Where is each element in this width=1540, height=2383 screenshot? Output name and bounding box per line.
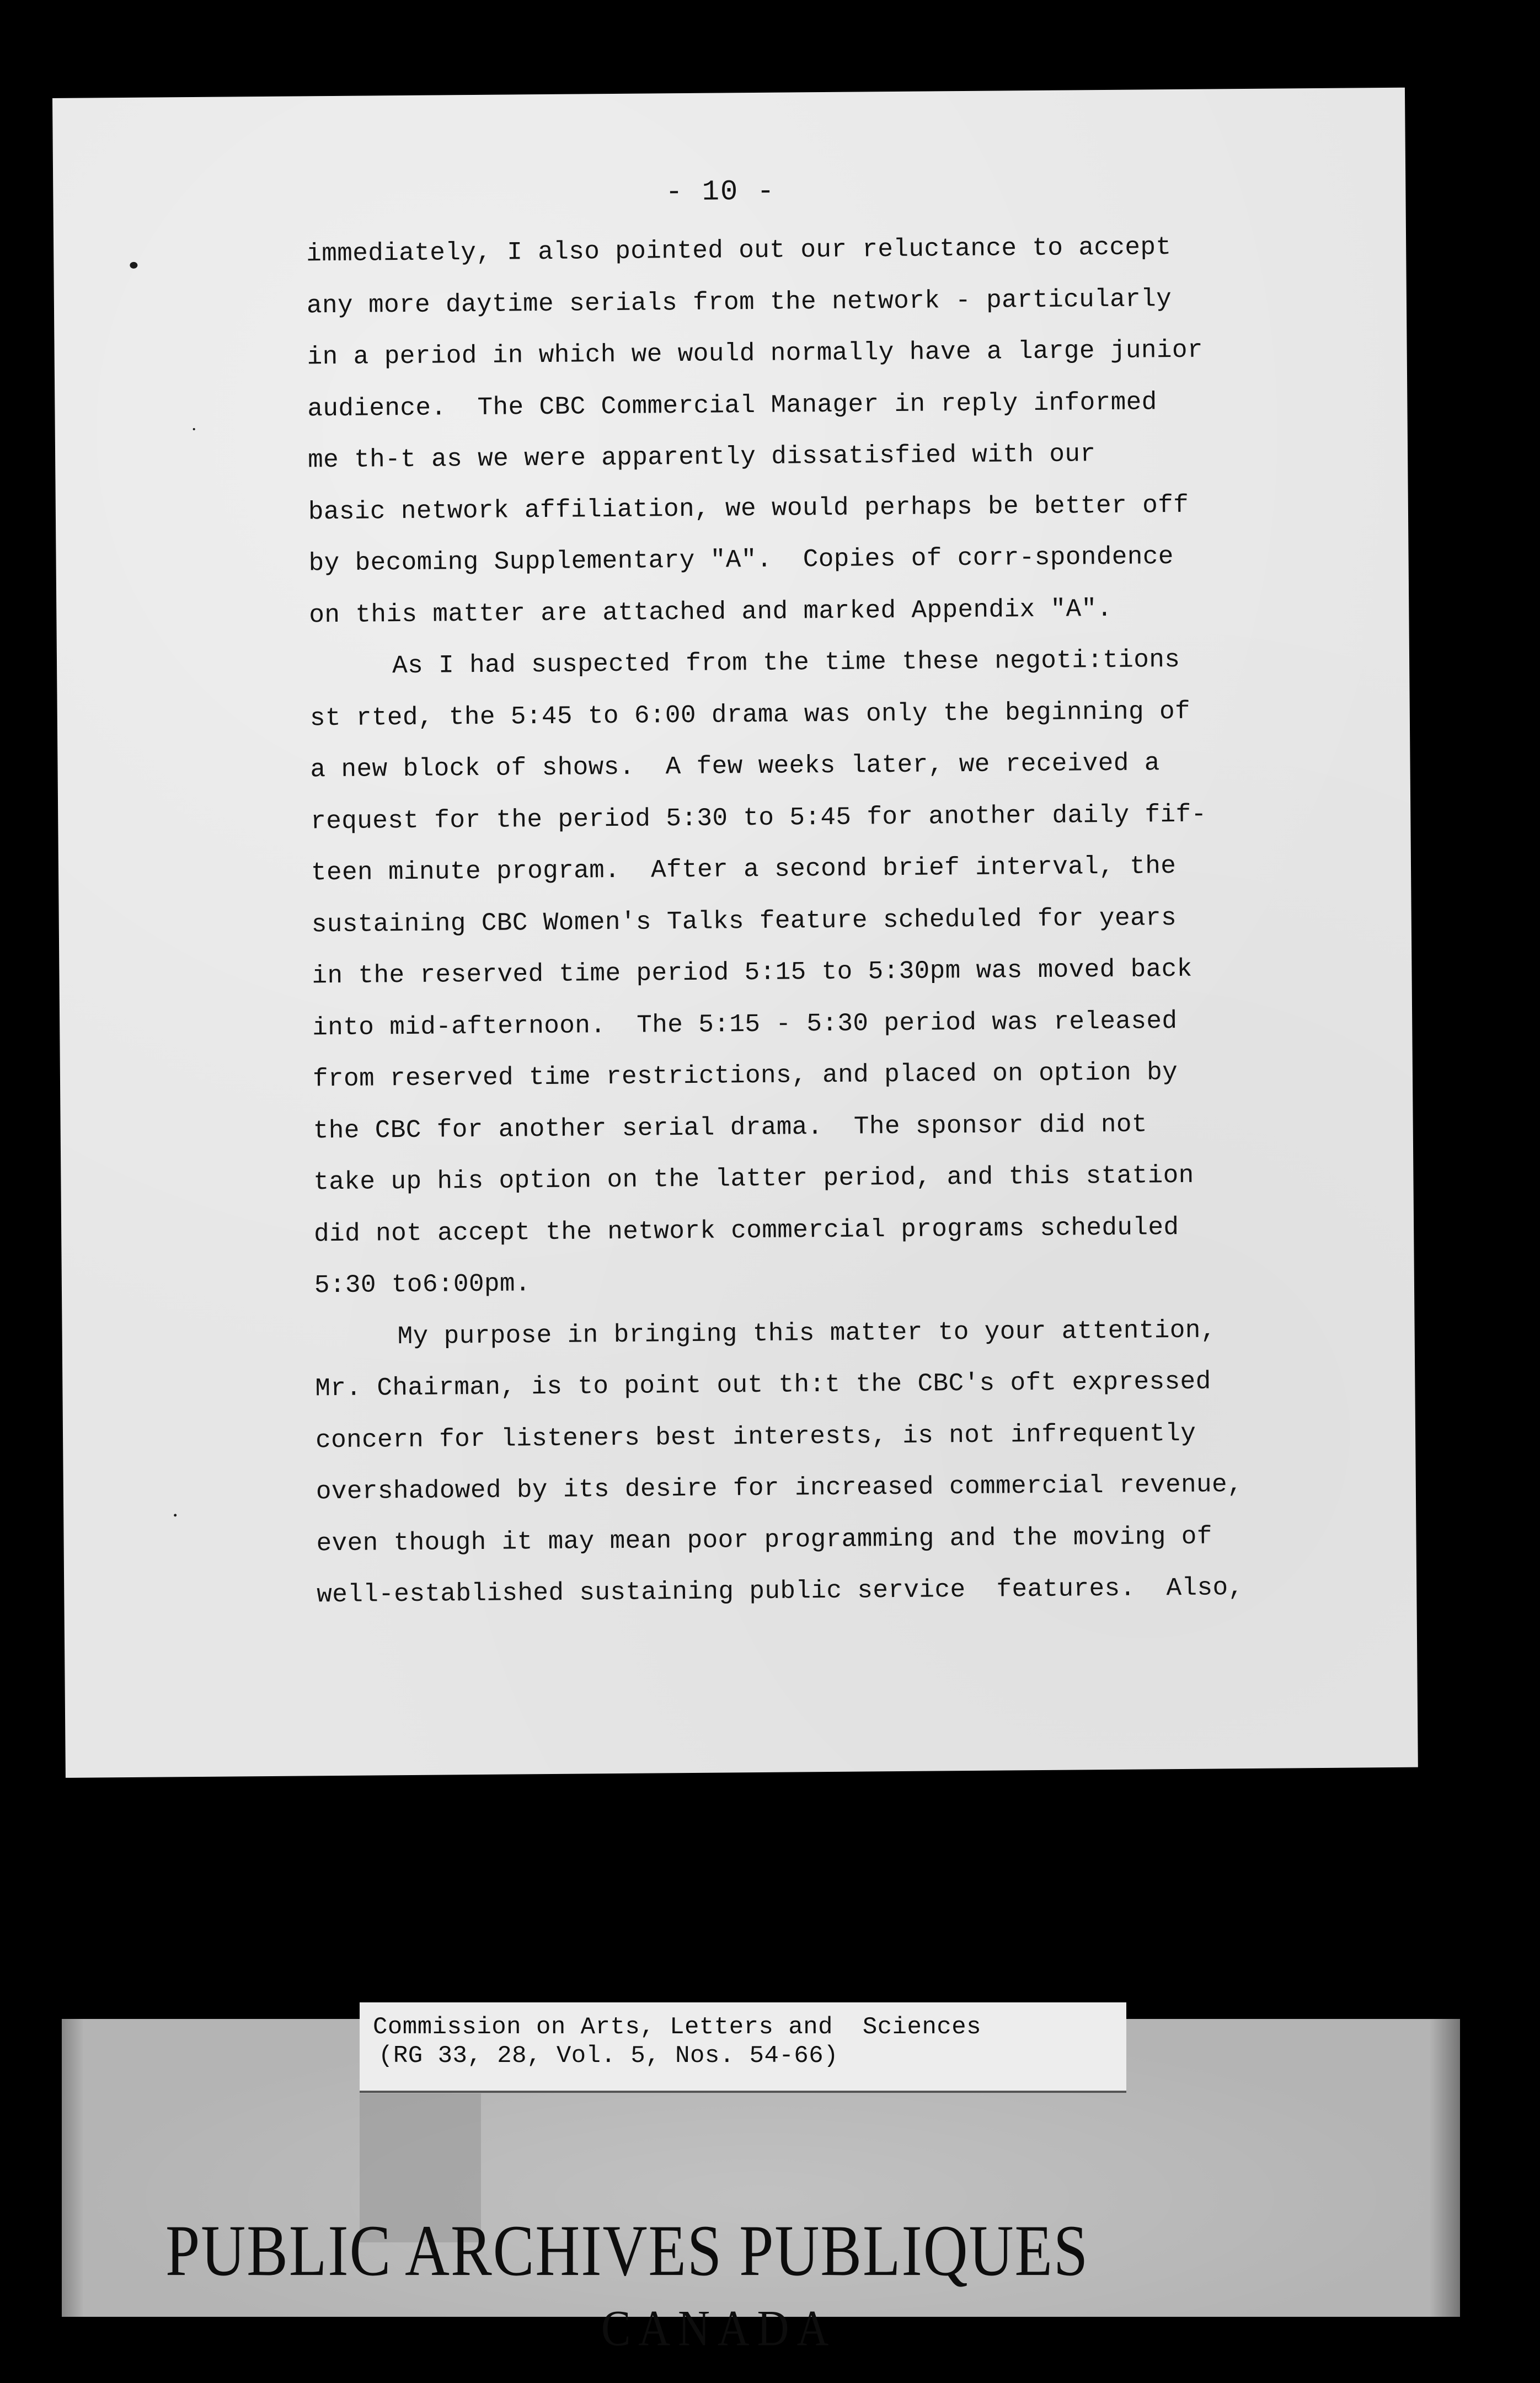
text-line: did not accept the network commercial programs scheduled — [313, 1212, 1179, 1248]
text-line: sustaining CBC Women's Talks feature scheduled for years — [311, 903, 1177, 939]
archive-label-collection: Commission on Arts, Letters and Sciences — [373, 2013, 982, 2041]
archive-label-reference: (RG 33, 28, Vol. 5, Nos. 54-66) — [378, 2042, 839, 2070]
text-line: overshadowed by its desire for increased commercial revenue, — [316, 1470, 1243, 1506]
text-line: teen minute program. After a second brief interval, the — [311, 852, 1177, 888]
ink-speck — [130, 262, 137, 269]
text-line: immediately, I also pointed out our reluctance to accept — [306, 233, 1172, 269]
text-line: in the reserved time period 5:15 to 5:30pm was moved back — [312, 954, 1193, 991]
text-line: by becoming Supplementary "A". Copies of corr-spondence — [308, 542, 1174, 578]
archive-label — [360, 2002, 1126, 2093]
text-line: Mr. Chairman, is to point out th:t the CBC's oft expressed — [315, 1367, 1211, 1403]
text-line: in a period in which we would normally have a large junior — [307, 335, 1204, 372]
text-line: the CBC for another serial drama. The sponsor did not — [313, 1109, 1148, 1145]
text-line: As I had suspected from the time these negoti:tions — [392, 645, 1180, 681]
document-page — [52, 88, 1418, 1778]
text-line: 5:30 to6:00pm. — [314, 1269, 531, 1300]
text-line: into mid-afternoon. The 5:15 - 5:30 period was released — [312, 1006, 1178, 1042]
text-line: st rted, the 5:45 to 6:00 drama was only the beginning of — [309, 697, 1191, 733]
text-line: any more daytime serials from the network - particularly — [306, 284, 1172, 320]
text-line: basic network affiliation, we would perhaps be better off — [308, 490, 1189, 526]
text-line: request for the period 5:30 to 5:45 for another daily fif- — [311, 800, 1207, 836]
ink-speck — [174, 1514, 177, 1516]
body-text — [306, 221, 1288, 1621]
text-line: from reserved time restrictions, and placed on option by — [312, 1058, 1178, 1094]
text-line: audience. The CBC Commercial Manager in reply informed — [307, 387, 1157, 423]
text-line: well-established sustaining public service features. Also, — [317, 1573, 1244, 1610]
text-line: me th-t as we were apparently dissatisfied with our — [307, 440, 1096, 475]
ink-speck — [193, 428, 195, 430]
page-number: - 10 - — [665, 175, 776, 209]
text-line: on this matter are attached and marked Appendix "A". — [309, 594, 1113, 629]
archive-country: CANADA — [601, 2301, 837, 2357]
text-line: even though it may mean poor programming and the moving of — [316, 1522, 1213, 1558]
text-line: a new block of shows. A few weeks later, we received a — [310, 749, 1160, 784]
text-line: concern for listeners best interests, is not infrequently — [315, 1419, 1196, 1455]
text-line: My purpose in bringing this matter to your attention, — [397, 1315, 1217, 1351]
text-line: take up his option on the latter period, and this station — [313, 1161, 1194, 1197]
archive-title: PUBLIC ARCHIVES PUBLIQUES — [165, 2210, 1089, 2291]
